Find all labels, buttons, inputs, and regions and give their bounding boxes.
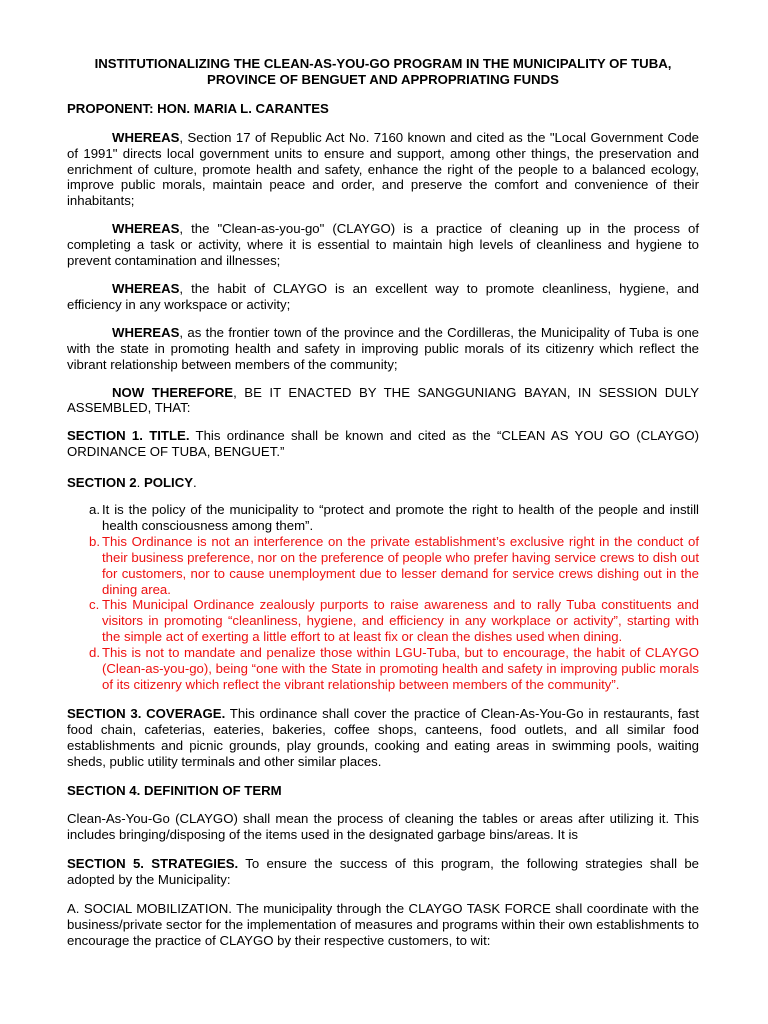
whereas-lead: WHEREAS bbox=[112, 129, 180, 145]
whereas-lead: WHEREAS bbox=[112, 280, 180, 296]
list-item-text: This is not to mandate and penalize those within LGU-Tuba, but to encourage, the habit of CLAYGO (Clean-as-you-go), being “one with the State in promoting health and safety in improving public morals of its citizenry which reflect the vibrant relationship between members of the community”. bbox=[102, 645, 699, 692]
whereas-text: , Section 17 of Republic Act No. 7160 known and cited as the "Local Government Code of 1991" directs local government units to ensure and support, among other things, the preservation and enrichment of culture, promote health and safety, enhance the right of the people to a balanced ecology, improve public morals, maintain peace and order, and preserve the comfort and convenience of their inhabitants; bbox=[67, 129, 699, 209]
whereas-clause-4 bbox=[67, 325, 699, 373]
policy-item-a bbox=[67, 502, 699, 534]
whereas-clause-2 bbox=[67, 221, 699, 269]
whereas-text: , the habit of CLAYGO is an excellent way to promote cleanliness, hygiene, and efficiency in any workspace or activity; bbox=[67, 280, 699, 312]
list-marker: d. bbox=[89, 645, 100, 661]
whereas-text: , the "Clean-as-you-go" (CLAYGO) is a practice of cleaning up in the process of completing a task or activity, where it is essential to maintain high levels of cleanliness and hygiene to prevent contamination and illnesses; bbox=[67, 221, 699, 269]
whereas-lead: WHEREAS bbox=[112, 324, 180, 340]
section-3-heading: SECTION 3. COVERAGE. bbox=[67, 705, 226, 721]
now-therefore-lead: NOW THEREFORE bbox=[112, 384, 234, 400]
section-1-text: This ordinance shall be known and cited as the “CLEAN AS YOU GO (CLAYGO) ORDINANCE OF TUBA, BENGUET.” bbox=[67, 428, 699, 460]
enacting-clause bbox=[67, 385, 699, 417]
ordinance-body bbox=[67, 56, 699, 949]
section-2-policy-heading: SECTION 2. POLICY. bbox=[67, 475, 197, 491]
section-3-text: This ordinance shall cover the practice of Clean-As-You-Go in restaurants, fast food chain, cafeterias, eateries, bakeries, coffee shops, canteens, food outlets, and all similar food establishments and picnic grounds, play grounds, cooking and eating areas in swimming pools, waiting sheds, public utility terminals and other similar places. bbox=[67, 705, 699, 769]
section-1-heading: SECTION 1. TITLE. bbox=[67, 428, 190, 444]
proponent-line: PROPONENT: HON. MARIA L. CARANTES bbox=[67, 100, 329, 116]
list-item-text: This Ordinance is not an interference on the private establishment’s exclusive right in the conduct of their business preference, nor on the preference of people who prefer having service crews to dish out for customers, nor to cause unemployment due to lesser demand for service crews dishing out in the dining area. bbox=[102, 533, 699, 597]
social-mobilization: A. SOCIAL MOBILIZATION. The municipality through the CLAYGO TASK FORCE shall coordinate with the business/private sector for the implementation of measures and programs within their own establishments to encourage the practice of CLAYGO by their respective customers, to wit: bbox=[67, 901, 699, 948]
policy-item-b bbox=[67, 534, 699, 598]
section-5-strategies bbox=[67, 856, 699, 888]
policy-list bbox=[67, 502, 699, 693]
policy-item-d bbox=[67, 645, 699, 693]
section-4-heading: SECTION 4. DEFINITION OF TERM bbox=[67, 782, 282, 798]
now-therefore-text: , BE IT ENACTED BY THE SANGGUNIANG BAYAN, IN SESSION DULY ASSEMBLED, THAT: bbox=[67, 384, 699, 416]
section-3-coverage bbox=[67, 706, 699, 770]
section-4-definition: Clean-As-You-Go (CLAYGO) shall mean the process of cleaning the tables or areas after utilizing it. This includes bringing/disposing of the items used in the designated garbage bins/areas. It is bbox=[67, 811, 699, 843]
policy-item-c bbox=[67, 597, 699, 645]
list-item-text: This Municipal Ordinance zealously purports to raise awareness and to rally Tuba constituents and visitors in promoting “cleanliness, hygiene, and efficiency in any workplace or activity”, starting with the simple act of exerting a little effort to at least fix or clean the dishes used when dining. bbox=[102, 597, 699, 645]
section-1-title bbox=[67, 428, 699, 460]
whereas-text: , as the frontier town of the province and the Cordilleras, the Municipality of Tuba is one with the state in promoting health and safety in improving public morals of its citizenry which reflect the vibrant relationship between members of the community; bbox=[67, 324, 699, 372]
whereas-clause-1 bbox=[67, 130, 699, 210]
list-item-text: It is the policy of the municipality to “protect and promote the right to health of the people and instill health consciousness among them”. bbox=[102, 502, 699, 533]
list-marker: b. bbox=[89, 533, 100, 549]
list-marker: c. bbox=[89, 597, 100, 613]
whereas-clause-3 bbox=[67, 281, 699, 313]
section-5-heading: SECTION 5. STRATEGIES. bbox=[67, 856, 239, 872]
section-5-text: To ensure the success of this program, the following strategies shall be adopted by the Municipality: bbox=[67, 856, 699, 888]
ordinance-title: INSTITUTIONALIZING THE CLEAN-AS-YOU-GO PROGRAM IN THE MUNICIPALITY OF TUBA, PROVINCE OF BENGUET AND APPROPRIATING FUNDS bbox=[94, 56, 672, 87]
whereas-lead: WHEREAS bbox=[112, 221, 180, 237]
list-marker: a. bbox=[89, 502, 100, 518]
